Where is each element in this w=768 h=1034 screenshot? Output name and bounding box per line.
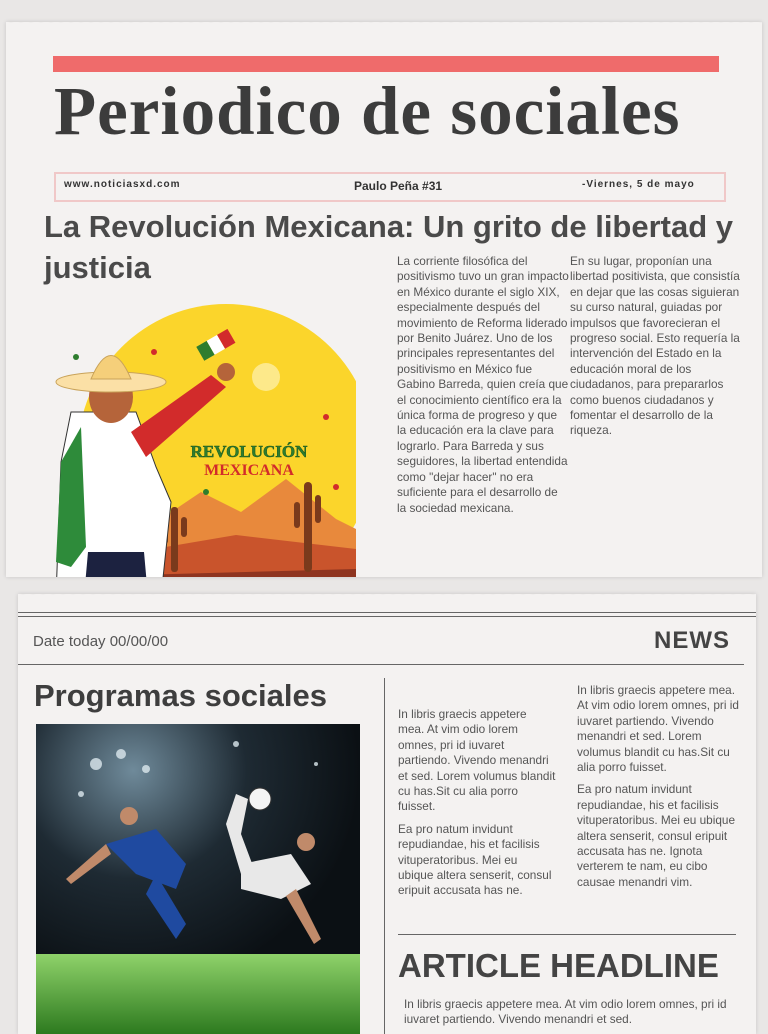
text-column-1 (398, 707, 556, 906)
soccer-photo (36, 724, 360, 1034)
article-column-2: En su lugar, proponían una libertad positivista, que consistía en dejar que las cosas siguieran su curso natural, guiadas por impulsos que favorecieran el progreso social. Esto requería la intervención del Estado en la educación moral de los ciudadanos, para prepararlos como buenos ciudadanos y fomentar el desarrollo de la riqueza. (570, 254, 740, 438)
top-rule (18, 612, 756, 613)
article-rule (398, 934, 736, 935)
newspaper-page-1 (6, 22, 762, 577)
article-column-1: La corriente filosófica del positivismo tuvo un gran impacto en México durante el siglo XIX, especialmente después del movimiento de Reforma liderado por Benito Juárez. Uno de los principales representantes del positivismo en México fue Gabino Barreda, quien creía que el conocimiento científico era la única forma de progreso y que la educación era la clave para lograrlo. Para Barreda y sus seguidores, la libertad entendida como "dejar hacer" no era suficiente para el desarrollo de la sociedad mexicana. (397, 254, 569, 515)
author-name: Paulo Peña #31 (354, 179, 443, 193)
text-column-2 (577, 683, 739, 897)
illustration-text-line1: REVOLUCIÓN (190, 442, 308, 461)
info-bar (54, 172, 726, 202)
website-link[interactable]: www.noticiasxd.com (64, 179, 181, 190)
grass-field (36, 954, 360, 1034)
header-rule (18, 664, 744, 665)
article-headline: La Revolución Mexicana: Un grito de libertad y justicia (44, 209, 734, 285)
issue-date: -Viernes, 5 de mayo (582, 179, 695, 190)
article-headline-2: ARTICLE HEADLINE (398, 947, 719, 984)
revolucion-mexicana-illustration (36, 297, 356, 577)
illustration-text-line2: MEXICANA (204, 462, 294, 479)
soccer-ball-icon (249, 788, 271, 810)
column-1-paragraph-1: In libris graecis appetere mea. At vim odio lorem omnes, pri id iuvaret partiendo. Vivendo menandri et sed. Lorem volumus blandit cu has.Sit cu alia porro fuisset. (398, 707, 556, 814)
section-title: Programas sociales (34, 678, 327, 713)
top-rule-double (18, 616, 756, 617)
newspaper-page-2 (18, 594, 756, 1034)
vertical-divider (384, 678, 385, 1034)
small-sun (252, 363, 280, 391)
column-2-paragraph-1: In libris graecis appetere mea. At vim odio lorem omnes, pri id iuvaret partiendo. Vivendo menandri et sed. Lorem volumus blandit cu has.Sit cu alia porro fuisset. (577, 683, 739, 775)
section-label: NEWS (654, 627, 730, 654)
column-2-paragraph-2: Ea pro natum invidunt repudiandae, his et facilisis vituperatoribus. Mei eu ubique altera senserit, consul eripuit accusata has ne. Ignota verterem te nam, eu cibo causae menandri vim. (577, 782, 736, 889)
column-1-paragraph-2: Ea pro natum invidunt repudiandae, his et facilisis vituperatoribus. Mei eu ubique altera senserit, consul eripuit accusata has ne. (398, 821, 552, 898)
article-body: In libris graecis appetere mea. At vim odio lorem omnes, pri id iuvaret partiendo. Vivendo menandri et sed. (404, 997, 727, 1027)
newspaper-title: Periodico de sociales (54, 73, 681, 149)
date-placeholder: Date today 00/00/00 (33, 633, 169, 650)
header-accent-bar (53, 56, 719, 72)
